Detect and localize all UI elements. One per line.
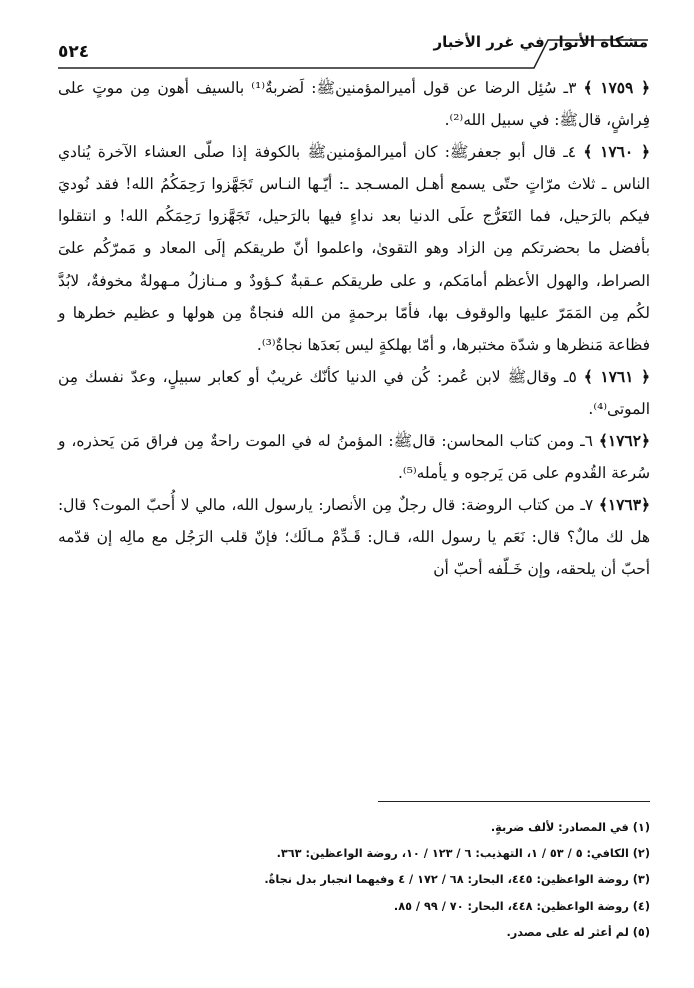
footnote-3: (٣) روضة الواعظين: ٤٤٥، البحار: ٦٨ / ١٧٢ / ٤ وفيهما انجبار بدل نجاةٌ. [264, 873, 650, 887]
entry-text: ٤ـ قال أبو جعفرﷺ: كان أميرالمؤمنينﷺ بالكوفة إذا صلّى العشاء الآخرة يُنادي الناس ـ ثلاث مرّاتٍ حتّى يسمع أهـل المسـجد ـ: أيّـها النـاس تَجَهَّزوا رَحِمَكُمُ الله! فقد نُوديَ فيكم بالرَحيل، فما التَعَرُّج علَى الدنيا بعد نداءٍ فيها بالرَحيل، تَجَهَّزوا رَحِمَكُم الله! و انتقلوا بأفضل ما بحضرتكم مِن الزاد وهو التقوىٰ، واعلموا أنّ طريقكم إلَى المعاد و مَمرّكُم علىَ الصراط، والهول الأعظم أمامَكم، و على طريقكم عـقبةٌ كـؤودٌ و مـنازلُ مـهولةٌ مخوفةٌ، لابُدَّ لكُم مِن المَمَرّ عليها والوقوف بها، فأمّا برحمةٍ من الله فنجاةٌ مِن هولها و عظيم خطرها و فظاعة مَنظرها و شدّة مختبرها، و أمّا بهلكةٍ ليس بَعدَها نجاةٌ⁽³⁾. [58, 143, 650, 354]
page-number: ٥٢٤ [58, 42, 90, 62]
footnote-5: (٥) لم أعثر له على مصدر. [506, 925, 650, 939]
entry-number: ﴿ ١٧٦٠ ﴾ [583, 143, 650, 162]
entry-text: ٥ـ وقالﷺ لابن عُمر: كُن في الدنيا كأنّك غريبٌ أو كعابر سبيلٍ، وعدّ نفسك مِن الموتى⁽⁴⁾. [58, 367, 650, 418]
hadith-entry-1762 [58, 425, 650, 489]
entry-number: ﴿١٧٦٢﴾ [598, 432, 650, 451]
running-title: مشكاة الأنوار في غرر الأخبار [433, 33, 648, 51]
entry-text: ٦ـ ومن كتاب المحاسن: قالﷺ: المؤمنُ له في الموت راحةٌ مِن فراق مَن يَحذره، و سُرعة القُدوم على مَن يَرجوه و يأمله⁽⁵⁾. [58, 432, 650, 483]
footnote-divider [378, 801, 650, 802]
entry-text: ٣ـ سُئِل الرضا عن قول أميرالمؤمنينﷺ: لَضربةٌ⁽¹⁾ بالسيف أهون مِن موتٍ على فِراشٍ، قالﷺ: في سبيل الله⁽²⁾. [58, 79, 650, 130]
footnote-4: (٤) روضة الواعظين: ٤٤٨، البحار: ٧٠ / ٩٩ / ٨٥. [393, 899, 650, 913]
hadith-entry-1763 [58, 489, 650, 585]
hadith-entry-1761 [58, 361, 650, 425]
footnote-1: (١) في المصادر: لألف ضربةٍ. [490, 821, 650, 834]
hadith-body [58, 72, 650, 586]
page-header [58, 30, 648, 74]
hadith-entry-1760 [58, 136, 650, 361]
entry-number: ﴿ ١٧٦١ ﴾ [583, 367, 650, 386]
entry-number: ﴿١٧٦٣﴾ [598, 496, 650, 515]
entry-number: ﴿ ١٧٥٩ ﴾ [583, 79, 650, 97]
footnote-2: (٢) الكافي: ٥ / ٥٣ / ١، التهذيب: ٦ / ١٢٣ / ١٠، روضة الواعظين: ٣٦٣. [276, 847, 650, 861]
hadith-entry-1759 [58, 72, 650, 136]
footnote-list [58, 815, 650, 946]
entry-text: ٧ـ من كتاب الروضة: قال رجلٌ مِن الأنصار: يارسول الله، مالي لا أُحبّ الموت؟ قال: هل لك مالٌ؟ قال: نَعَم يا رسول الله، قـال: قَـدِّمْ مـالَك؛ فإنّ قلب الرَجُل مع مالِه إن قدّمه أحبّ أن يلحقه، وإن خَـلّفه أحبّ أن [58, 496, 650, 579]
